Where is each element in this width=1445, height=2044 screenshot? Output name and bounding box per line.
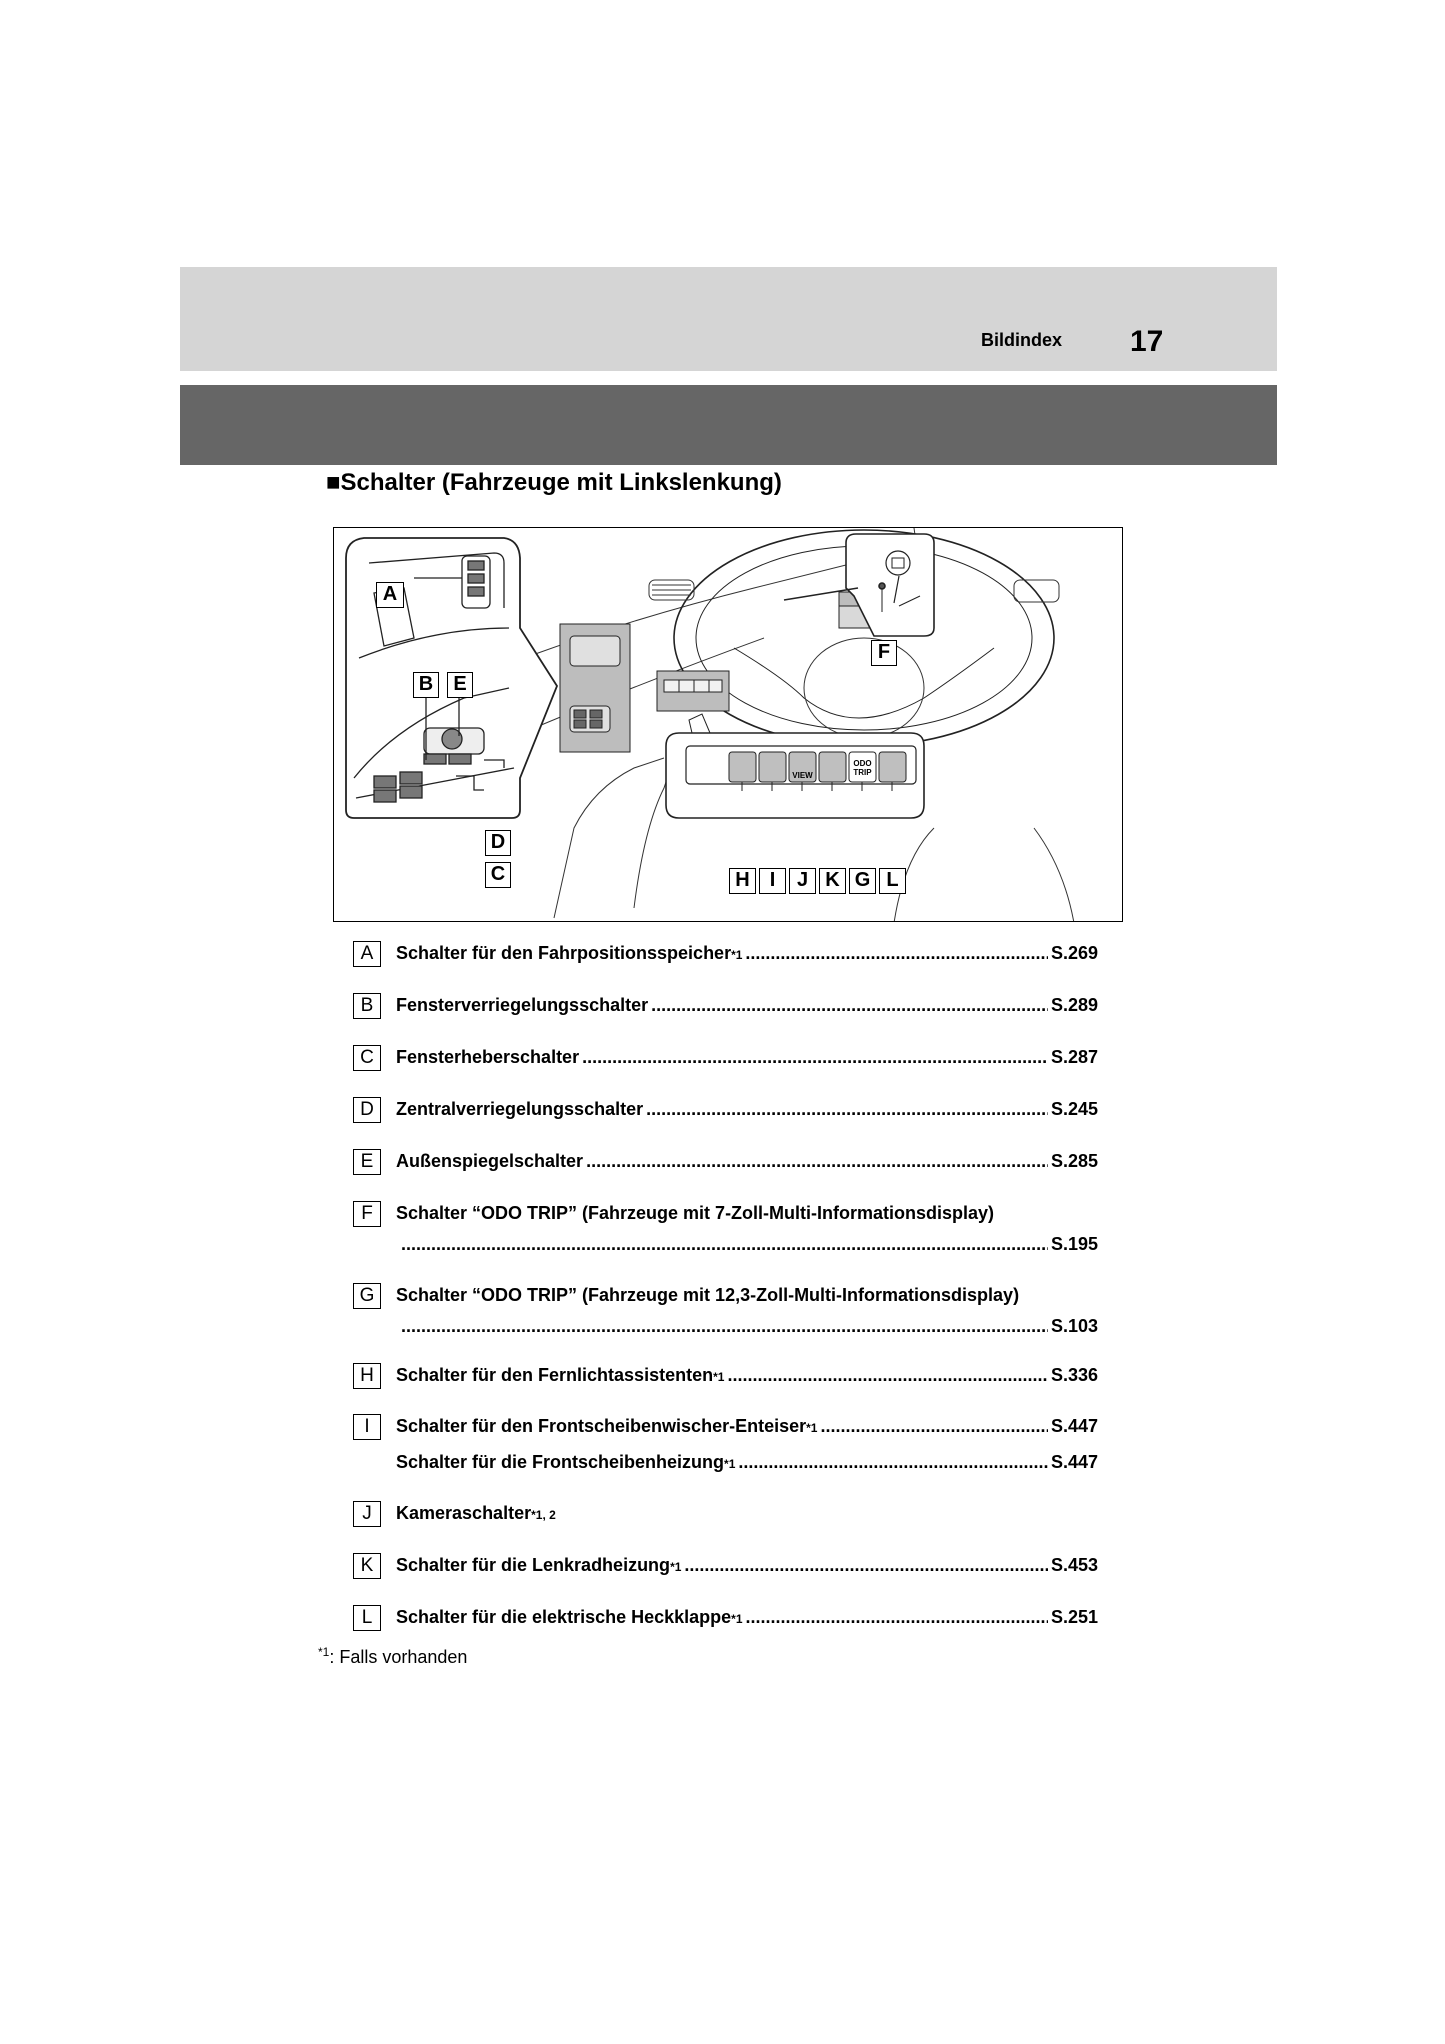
- entry-text: Schalter für den Fahrpositionsspeicher: [396, 943, 732, 963]
- callout-i: I: [759, 868, 786, 894]
- footnote: [318, 1645, 467, 1668]
- entry-page-ref[interactable]: S.195: [1050, 1234, 1098, 1254]
- callout-g: G: [849, 868, 876, 894]
- index-entry-f: [353, 1201, 1098, 1263]
- header-band: [180, 267, 1277, 371]
- entry-text: Schalter für den Fernlichtassistenten: [396, 1365, 714, 1385]
- index-entry-i: I Schalter für den Frontscheibenwischer-Enteiser *1 ..... S.447 Schalter für die Frontscheibenheizung *1 ..... S.447: [353, 1414, 1098, 1478]
- trip-switch-label: TRIP: [853, 768, 872, 777]
- header-strip: [180, 371, 1277, 385]
- callout-d: D: [485, 830, 511, 856]
- page-number: 17: [1130, 325, 1164, 358]
- index-entry-b: [353, 993, 1098, 1023]
- index-entry-j: J Kameraschalter *1, 2: [353, 1501, 1098, 1531]
- entry-text: Kameraschalter: [396, 1503, 532, 1523]
- footnote-mark: *1: [318, 1645, 330, 1659]
- entry-letter: G: [353, 1283, 381, 1309]
- entry-text: Zentralverriegelungsschalter: [396, 1099, 644, 1119]
- entry-text: Schalter für den Frontscheibenwischer-Enteiser: [396, 1416, 807, 1436]
- entry-page-ref[interactable]: S.336: [1050, 1365, 1098, 1385]
- callout-h: H: [729, 868, 756, 894]
- entry-text: Schalter für die elektrische Heckklappe: [396, 1607, 732, 1627]
- entry-letter: F: [353, 1201, 381, 1227]
- index-entry-g: [353, 1283, 1098, 1345]
- entry-letter: I: [353, 1414, 381, 1440]
- entry-text: Fensterheberschalter: [396, 1047, 580, 1067]
- entry-letter: D: [353, 1097, 381, 1123]
- entry-page-ref[interactable]: S.447: [1050, 1452, 1098, 1472]
- entry-page-ref[interactable]: S.453: [1050, 1555, 1098, 1575]
- odo-switch-label: ODO: [853, 759, 872, 768]
- entry-letter: E: [353, 1149, 381, 1175]
- dashboard-drawing: [334, 528, 1123, 922]
- entry-page-ref[interactable]: S.447: [1050, 1416, 1098, 1436]
- entry-letter: C: [353, 1045, 381, 1071]
- entry-letter: B: [353, 993, 381, 1019]
- index-entry-a: A Schalter für den Fahrpositionsspeicher *1 ..... S.269: [353, 941, 1098, 971]
- entry-letter: H: [353, 1363, 381, 1389]
- entry-page-ref[interactable]: S.103: [1050, 1316, 1098, 1336]
- header-dark-band: [180, 385, 1277, 465]
- entry-text-secondary: Schalter für die Frontscheibenheizung: [396, 1452, 725, 1472]
- entry-page-ref[interactable]: S.289: [1050, 995, 1098, 1015]
- callout-f: F: [871, 640, 897, 666]
- footnote-text: : Falls vorhanden: [329, 1647, 468, 1667]
- callout-e: E: [447, 672, 473, 698]
- index-entry-k: K Schalter für die Lenkradheizung *1 ..... S.453: [353, 1553, 1098, 1583]
- section-heading: ■Schalter (Fahrzeuge mit Linkslenkung): [326, 469, 782, 496]
- callout-j: J: [789, 868, 816, 894]
- callout-l: L: [879, 868, 906, 894]
- entry-text: Schalter “ODO TRIP” (Fahrzeuge mit 12,3-Zoll-Multi-Informationsdisplay): [396, 1285, 1020, 1305]
- index-entry-h: H Schalter für den Fernlichtassistenten *1 ..... S.336: [353, 1363, 1098, 1393]
- entry-text: Außenspiegelschalter: [396, 1151, 584, 1171]
- callout-b: B: [413, 672, 439, 698]
- index-entry-c: [353, 1045, 1098, 1075]
- entry-letter: K: [353, 1553, 381, 1579]
- entry-letter: L: [353, 1605, 381, 1631]
- switch-illustration: [333, 527, 1123, 922]
- section-name: Bildindex: [980, 330, 1062, 350]
- entry-page-ref[interactable]: S.251: [1050, 1607, 1098, 1627]
- entry-text: Schalter für die Lenkradheizung: [396, 1555, 671, 1575]
- index-entry-e: [353, 1149, 1098, 1179]
- entry-page-ref[interactable]: S.245: [1050, 1099, 1098, 1119]
- entry-page-ref[interactable]: S.287: [1050, 1047, 1098, 1067]
- index-entry-d: [353, 1097, 1098, 1127]
- entry-text: Schalter “ODO TRIP” (Fahrzeuge mit 7-Zoll-Multi-Informationsdisplay): [396, 1203, 995, 1223]
- entry-letter: J: [353, 1501, 381, 1527]
- callout-c: C: [485, 862, 511, 888]
- index-entry-l: L Schalter für die elektrische Heckklappe *1 ..... S.251: [353, 1605, 1098, 1635]
- entry-text: Fensterverriegelungsschalter: [396, 995, 649, 1015]
- entry-page-ref[interactable]: S.269: [1050, 943, 1098, 963]
- callout-k: K: [819, 868, 846, 894]
- callout-a: A: [376, 582, 404, 608]
- entry-page-ref[interactable]: S.285: [1050, 1151, 1098, 1171]
- view-switch-label: VIEW: [792, 771, 813, 780]
- entry-letter: A: [353, 941, 381, 967]
